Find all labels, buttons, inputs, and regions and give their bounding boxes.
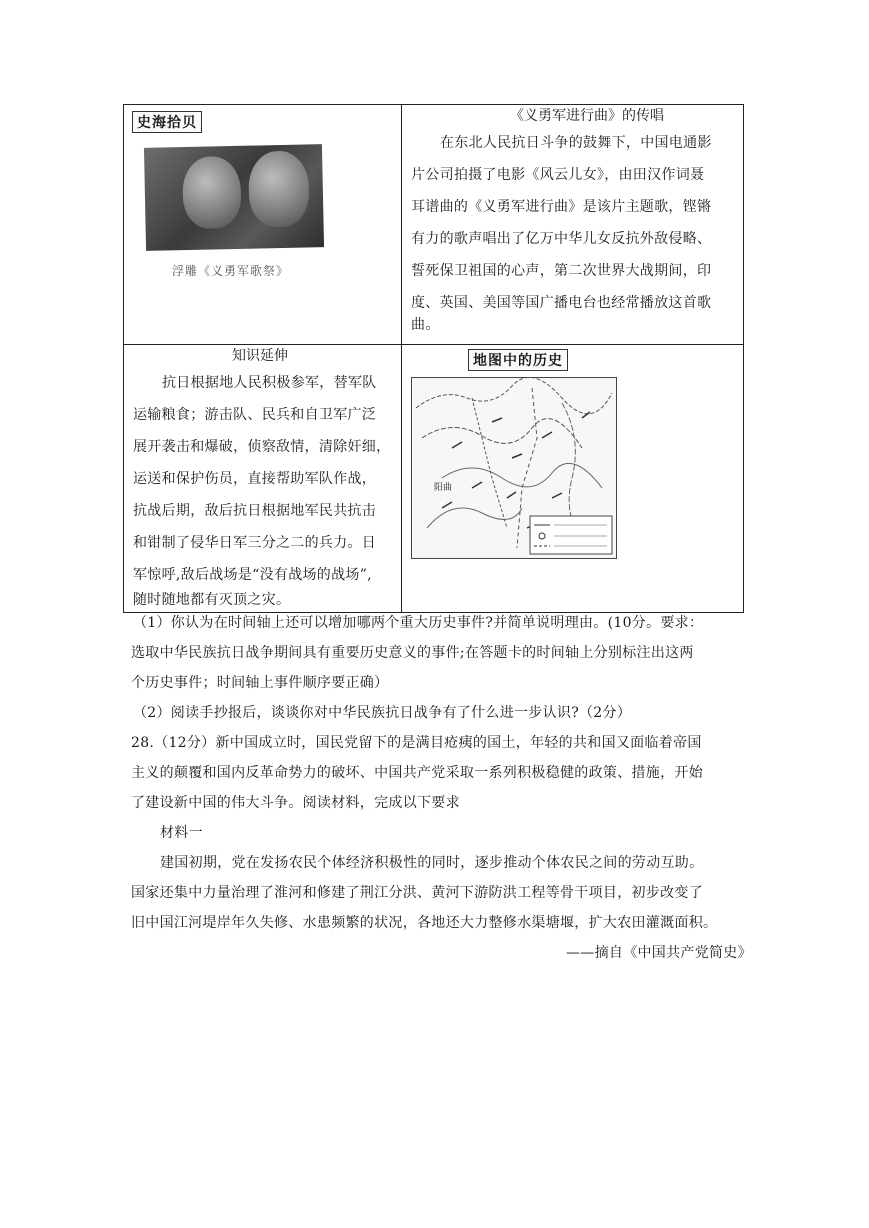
anthem-line: 度、英国、美国等国广播电台也经常播放这首歌: [411, 295, 712, 311]
relief-face-right: [248, 150, 310, 227]
anthem-line: 有力的歌声唱出了亿万中华儿女反抗外敌侵略、: [411, 231, 712, 247]
cell-map-history: [402, 345, 745, 613]
question-28-line-1: 28.（12分）新中国成立时，国民党留下的是满目疮痍的国土，年轻的共和国又面临着帝国: [131, 735, 702, 751]
question-28-line-3: 了建设新中国的伟大斗争。阅读材料，完成以下要求: [131, 795, 460, 811]
material-label: 材料一: [160, 825, 203, 841]
knowledge-line: 展开袭击和爆破，侦察敌情，清除奸细，: [133, 439, 391, 455]
knowledge-line: 和钳制了侵华日军三分之二的兵力。日: [133, 535, 377, 551]
material-line-1: 建国初期，党在发扬农民个体经济积极性的同时，逐步推动个体农民之间的劳动互助。: [160, 855, 704, 871]
anthem-line: 誓死保卫祖国的心声，第二次世界大战期间，印: [411, 263, 712, 279]
question-1-line-1: （1）你认为在时间轴上还可以增加哪两个重大历史事件?并简单说明理由。(10分。要求：: [133, 615, 704, 631]
map-drawing: [412, 378, 615, 557]
history-shell-badge: 史海拾贝: [132, 111, 202, 133]
knowledge-line: 运输粮食；游击队、民兵和自卫军广泛: [133, 407, 377, 423]
anthem-line: 在东北人民抗日斗争的鼓舞下，中国电通影: [440, 135, 712, 151]
cell-knowledge-extension: [124, 345, 401, 613]
anthem-line: 片公司拍摄了电影《风云儿女》，由田汉作词聂: [411, 167, 705, 183]
knowledge-title: 知识延伸: [232, 348, 288, 364]
question-2: （2）阅读手抄报后，谈谈你对中华民族抗日战争有了什么进一步认识?（2分）: [133, 705, 632, 721]
relief-face-left: [182, 156, 241, 229]
question-1-line-3: 个历史事件；时间轴上事件顺序要正确）: [131, 675, 389, 691]
map-history-badge: 地图中的历史: [468, 349, 568, 371]
question-28-line-2: 主义的颠覆和国内反革命势力的破坏、中国共产党采取一系列积极稳健的政策、措施，开始: [131, 765, 703, 781]
guerrilla-map-image: [411, 377, 617, 559]
knowledge-line: 抗日根据地人民积极参军，替军队: [162, 375, 377, 391]
question-1-line-2: 选取中华民族抗日战争期间具有重要历史意义的事件;在答题卡的时间轴上分别标注出这两: [131, 645, 694, 661]
knowledge-line: 随时随地都有灭顶之灾。: [133, 592, 291, 608]
knowledge-line: 抗战后期，敌后抗日根据地军民共抗击: [133, 503, 377, 519]
material-line-3: 旧中国江河堤岸年久失修、水患频繁的状况，各地还大力整修水渠塘堰，扩大农田灌溉面积。: [131, 915, 718, 931]
anthem-line: 耳谱曲的《义勇军进行曲》是该片主题歌，铿锵: [411, 199, 712, 215]
map-city-label: 阳曲: [434, 483, 453, 493]
cell-history-shell: [124, 105, 401, 344]
relief-caption: 浮雕《义勇军歌祭》: [172, 264, 290, 278]
anthem-line: 曲。: [411, 317, 440, 333]
relief-sculpture-image: [144, 144, 324, 251]
cell-anthem-story: [402, 105, 745, 344]
anthem-title: 《义勇军进行曲》的传唱: [510, 108, 664, 124]
knowledge-line: 运送和保护伤员，直接帮助军队作战，: [133, 471, 377, 487]
material-source: ——摘自《中国共产党简史》: [566, 945, 752, 961]
handout-table: [123, 104, 744, 613]
knowledge-line: 军惊呼,敌后战场是“没有战场的战场”,: [133, 567, 372, 583]
material-line-2: 国家还集中力量治理了淮河和修建了荆江分洪、黄河下游防洪工程等骨干项目，初步改变了: [131, 885, 703, 901]
